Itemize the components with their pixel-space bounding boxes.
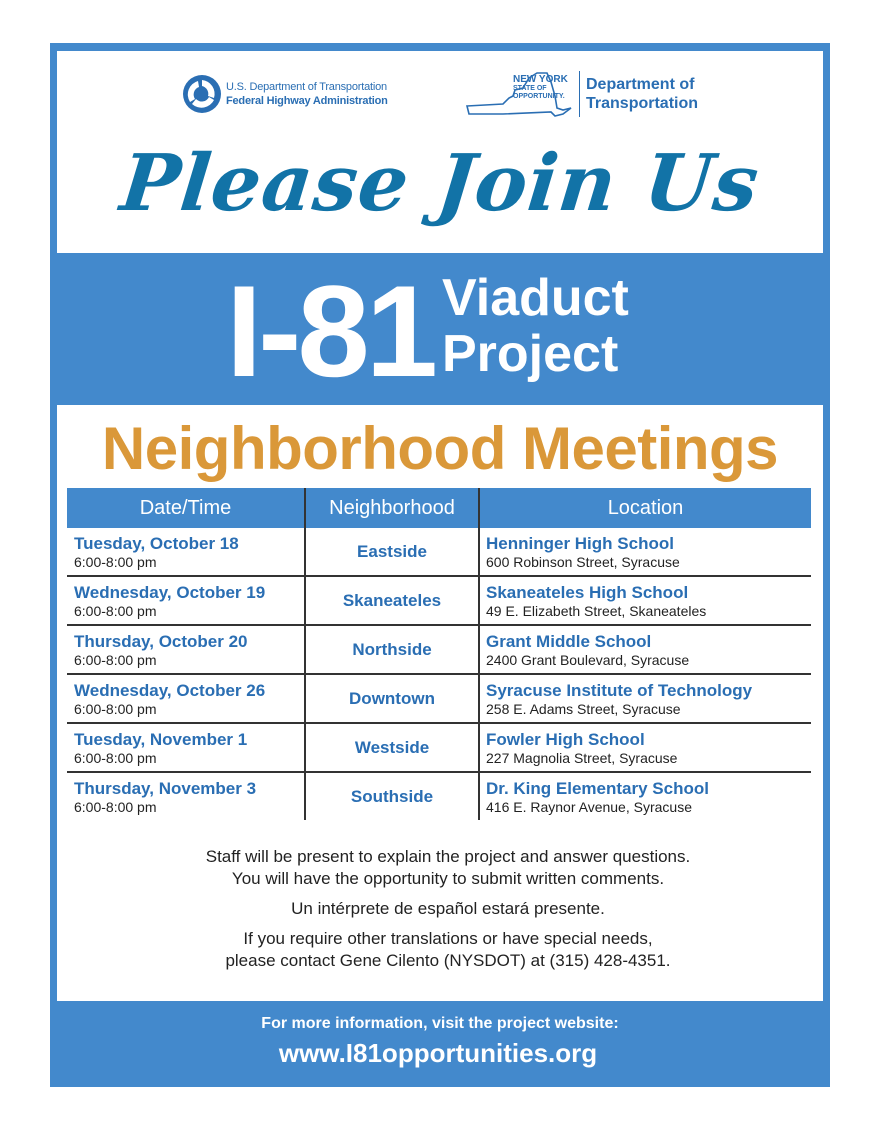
note-special-needs: If you require other translations or have special needs, bbox=[243, 929, 653, 948]
project-line-2: Project bbox=[442, 325, 619, 383]
usdot-emblem-icon bbox=[182, 74, 222, 114]
meeting-notes bbox=[0, 846, 880, 972]
dot-name-line2: Transportation bbox=[586, 95, 699, 112]
meeting-neighborhood: Downtown bbox=[305, 674, 479, 723]
meeting-date: Wednesday, October 19 bbox=[74, 582, 266, 602]
table-header-row bbox=[67, 488, 811, 528]
nys-tagline-2: OPPORTUNITY. bbox=[513, 92, 565, 100]
header-location: Location bbox=[479, 488, 811, 528]
meeting-time: 6:00-8:00 pm bbox=[74, 553, 157, 570]
meeting-neighborhood: Eastside bbox=[305, 528, 479, 576]
project-website-link[interactable]: www.I81opportunities.org bbox=[278, 1038, 598, 1068]
venue-address: 49 E. Elizabeth Street, Skaneateles bbox=[486, 602, 707, 619]
venue-address: 258 E. Adams Street, Syracuse bbox=[486, 700, 681, 717]
meeting-time: 6:00-8:00 pm bbox=[74, 700, 157, 717]
table-row bbox=[67, 674, 811, 723]
table-row bbox=[67, 723, 811, 772]
note-staff: Staff will be present to explain the project and answer questions. bbox=[205, 847, 691, 866]
nysdot-logo bbox=[463, 70, 698, 118]
venue-name: Skaneateles High School bbox=[486, 582, 689, 602]
nys-name: NEW YORK bbox=[513, 73, 568, 85]
meeting-neighborhood: Skaneateles bbox=[305, 576, 479, 625]
please-join-us-heading: Please Join Us bbox=[116, 138, 764, 229]
venue-address: 600 Robinson Street, Syracuse bbox=[486, 553, 680, 570]
usdot-logo bbox=[182, 74, 388, 114]
meeting-neighborhood: Southside bbox=[305, 772, 479, 820]
footer-info-text: For more information, visit the project website: bbox=[261, 1015, 619, 1032]
nys-tagline-1: STATE OF bbox=[513, 84, 547, 92]
fhwa-name: Federal Highway Administration bbox=[226, 95, 388, 107]
note-spanish-interpreter: Un intérprete de español estará presente. bbox=[291, 899, 605, 918]
meeting-date: Thursday, November 3 bbox=[74, 778, 257, 798]
table-row bbox=[67, 576, 811, 625]
venue-name: Henninger High School bbox=[486, 533, 674, 553]
header-date-time: Date/Time bbox=[67, 488, 305, 528]
venue-address: 2400 Grant Boulevard, Syracuse bbox=[486, 651, 690, 668]
note-contact: please contact Gene Cilento (NYSDOT) at (315) 428-4351. bbox=[225, 951, 671, 970]
meeting-date: Tuesday, November 1 bbox=[74, 729, 248, 749]
venue-address: 416 E. Raynor Avenue, Syracuse bbox=[486, 798, 692, 815]
table-row bbox=[67, 772, 811, 820]
usdot-name: U.S. Department of Transportation bbox=[226, 81, 387, 93]
meeting-schedule-table bbox=[67, 488, 811, 820]
dot-name-line1: Department of bbox=[586, 76, 695, 93]
meeting-time: 6:00-8:00 pm bbox=[74, 651, 157, 668]
meeting-neighborhood: Westside bbox=[305, 723, 479, 772]
venue-address: 227 Magnolia Street, Syracuse bbox=[486, 749, 678, 766]
venue-name: Dr. King Elementary School bbox=[486, 778, 709, 798]
meeting-time: 6:00-8:00 pm bbox=[74, 798, 157, 815]
meeting-date: Tuesday, October 18 bbox=[74, 533, 239, 553]
meeting-date: Wednesday, October 26 bbox=[74, 680, 266, 700]
meeting-time: 6:00-8:00 pm bbox=[74, 749, 157, 766]
meeting-date: Thursday, October 20 bbox=[74, 631, 248, 651]
route-number: I-81 bbox=[226, 258, 435, 404]
meetings-heading: Neighborhood Meetings bbox=[101, 415, 779, 482]
meeting-neighborhood: Northside bbox=[305, 625, 479, 674]
meeting-time: 6:00-8:00 pm bbox=[74, 602, 157, 619]
header-neighborhood: Neighborhood bbox=[305, 488, 479, 528]
note-comments: You will have the opportunity to submit written comments. bbox=[231, 869, 665, 888]
venue-name: Syracuse Institute of Technology bbox=[486, 680, 753, 700]
logo-divider bbox=[579, 71, 580, 117]
project-name bbox=[442, 270, 629, 382]
venue-name: Fowler High School bbox=[486, 729, 645, 749]
table-row bbox=[67, 528, 811, 576]
table-row bbox=[67, 625, 811, 674]
venue-name: Grant Middle School bbox=[486, 631, 652, 651]
project-line-1: Viaduct bbox=[442, 269, 629, 327]
